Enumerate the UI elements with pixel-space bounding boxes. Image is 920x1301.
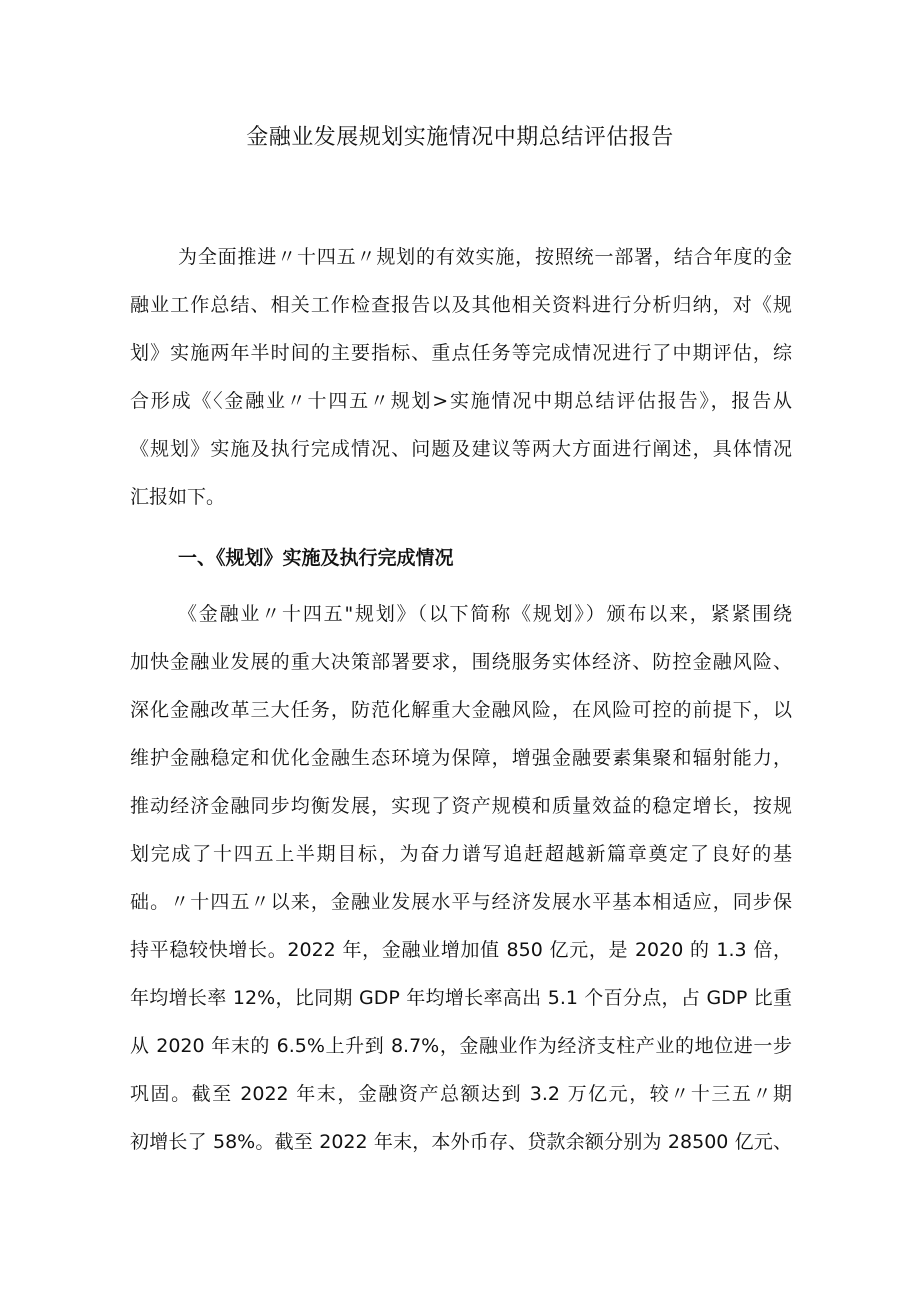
body-line: 维护金融稳定和优化金融生态环境为保障，增强金融要素集聚和辐射能力， <box>130 747 792 769</box>
body-line: 持平稳较快增长。2022 年，金融业增加值 850 亿元，是 2020 的 1.3 倍， <box>130 939 792 961</box>
intro-line: 《规划》实施及执行完成情况、问题及建议等两大方面进行阐述，具体情况 <box>130 438 792 460</box>
intro-line: 为全面推进〃十四五〃规划的有效实施，按照统一部署，结合年度的金 <box>178 246 792 268</box>
body-line: 从 2020 年末的 6.5%上升到 8.7%，金融业作为经济支柱产业的地位进一步 <box>130 1035 792 1057</box>
body-line: 年均增长率 12%，比同期 GDP 年均增长率高出 5.1 个百分点，占 GDP 比重 <box>130 987 792 1009</box>
body-line: 深化金融改革三大任务，防范化解重大金融风险，在风险可控的前提下，以 <box>130 699 792 721</box>
body-line: 推动经济金融同步均衡发展，实现了资产规模和质量效益的稳定增长，按规 <box>130 795 792 817</box>
intro-line: 合形成《〈金融业〃十四五〃规划>实施情况中期总结评估报告》，报告从 <box>130 390 792 412</box>
intro-line: 划》实施两年半时间的主要指标、重点任务等完成情况进行了中期评估，综 <box>130 342 792 364</box>
intro-line: 汇报如下。 <box>130 486 226 508</box>
document-title: 金融业发展规划实施情况中期总结评估报告 <box>246 125 674 150</box>
intro-line: 融业工作总结、相关工作检查报告以及其他相关资料进行分析归纳，对《规 <box>130 294 792 316</box>
body-line: 础。〃十四五〃以来，金融业发展水平与经济发展水平基本相适应，同步保 <box>130 891 792 913</box>
body-line: 《金融业〃十四五"规划》（以下简称《规划》）颁布以来，紧紧围绕 <box>178 603 792 625</box>
section-heading: 一、《规划》实施及执行完成情况 <box>178 547 454 569</box>
body-line: 划完成了十四五上半期目标，为奋力谱写追赶超越新篇章奠定了良好的基 <box>130 843 792 865</box>
body-line: 巩固。截至 2022 年末，金融资产总额达到 3.2 万亿元，较〃十三五〃期 <box>130 1083 792 1105</box>
body-line: 加快金融业发展的重大决策部署要求，围绕服务实体经济、防控金融风险、 <box>130 651 792 673</box>
body-line: 初增长了 58%。截至 2022 年末，本外币存、贷款余额分别为 28500 亿元、 <box>130 1131 792 1153</box>
